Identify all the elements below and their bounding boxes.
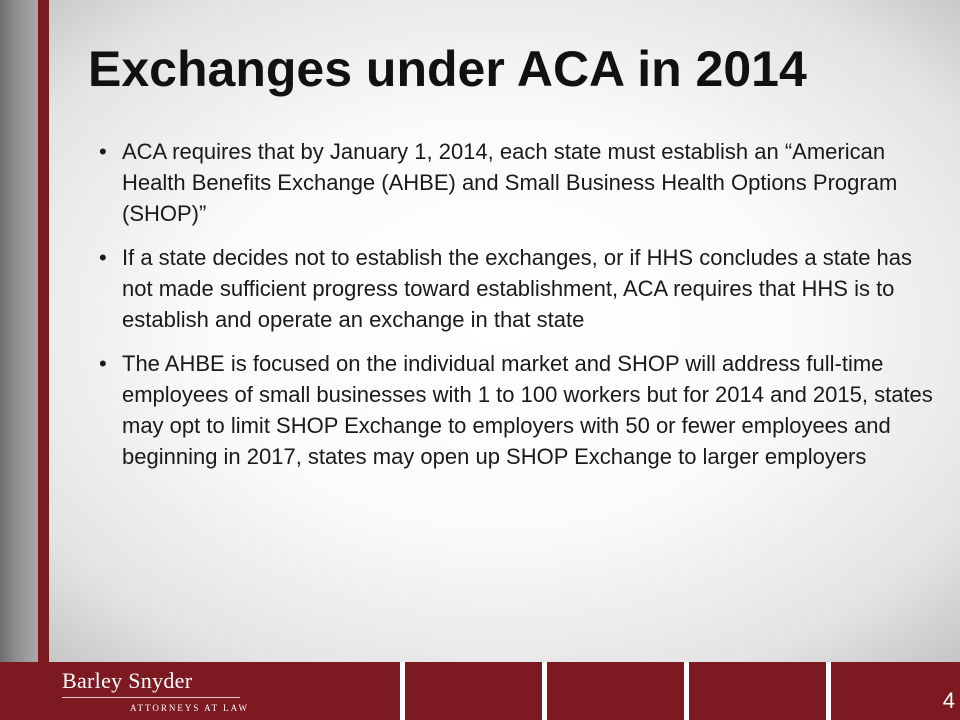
bullet-text: The AHBE is focused on the individual market and SHOP will address full-time employees of small businesses with 1 to 100 workers but for 2014 and 2015, states may opt to limit SHOP Exchange to employers with 50 or fewer employees and beginning in 2017, states may open up SHOP Exchange to larger employers [122, 351, 933, 469]
bullet-text: If a state decides not to establish the exchanges, or if HHS concludes a state has not made sufficient progress toward establishment, ACA requires that HHS is to establish and operate an exchange in that state [122, 245, 913, 332]
footer-block [405, 662, 542, 720]
bullet-glyph: • [99, 245, 107, 270]
footer-block [547, 662, 684, 720]
page-number: 4 [942, 688, 955, 713]
left-accent-stripe [38, 0, 49, 662]
footer-logo-block [0, 662, 400, 720]
logo-tagline: ATTORNEYS AT LAW [130, 703, 249, 713]
footer-bar [0, 662, 960, 720]
footer-page-block [831, 662, 960, 720]
footer-block [689, 662, 826, 720]
slide-title: Exchanges under ACA in 2014 [88, 41, 807, 97]
company-logo [62, 668, 249, 713]
bullet-glyph: • [99, 139, 107, 164]
bullet-item [98, 242, 948, 335]
logo-name: Barley Snyder [62, 668, 193, 693]
left-gray-band [0, 0, 38, 662]
bullet-glyph: • [99, 351, 107, 376]
bullet-item [98, 136, 948, 229]
logo-divider [62, 697, 240, 698]
bullet-text: ACA requires that by January 1, 2014, each state must establish an “American Health Benefits Exchange (AHBE) and Small Business Health Options Program (SHOP)” [122, 139, 898, 226]
bullet-item [98, 348, 948, 472]
bullet-list [98, 136, 948, 485]
